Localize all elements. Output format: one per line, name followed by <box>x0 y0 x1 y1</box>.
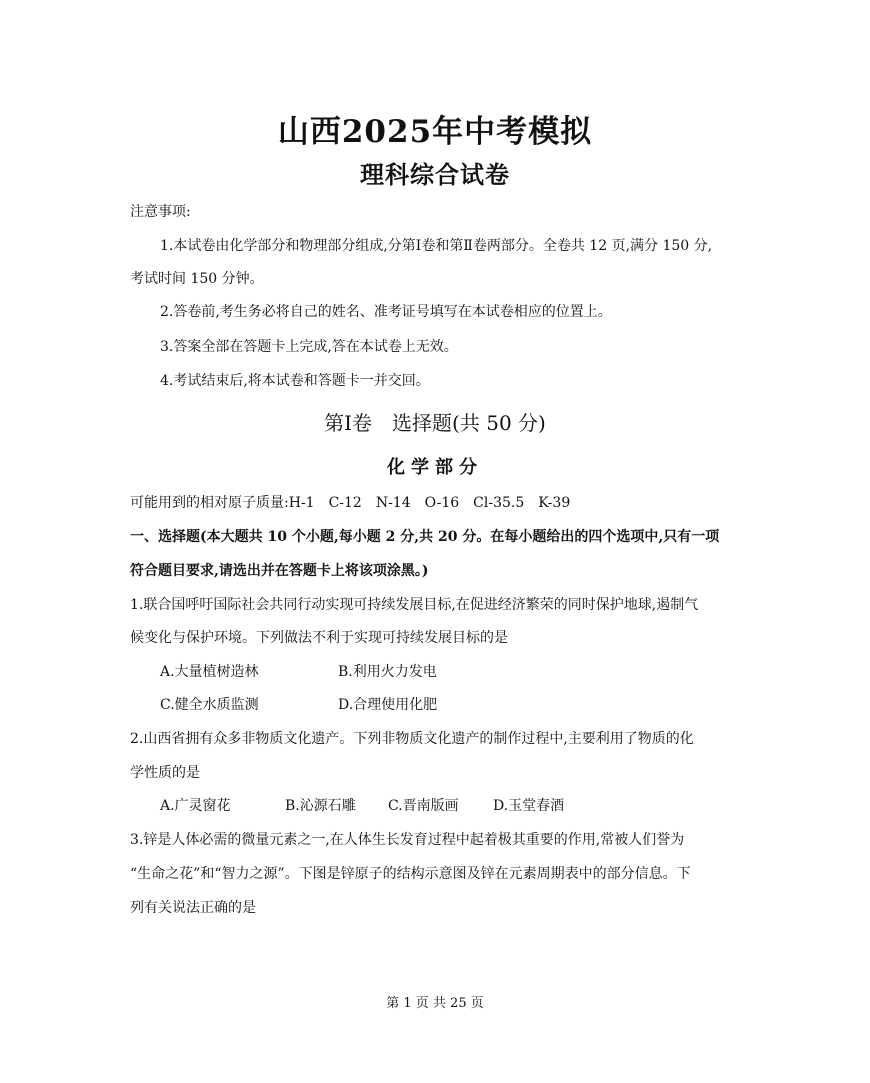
question-3-line-1: 3.锌是人体必需的微量元素之一,在人体生长发育过程中起着极其重要的作用,常被人们誉为 <box>130 832 685 848</box>
question-2-line-1: 2.山西省拥有众多非物质文化遗产。下列非物质文化遗产的制作过程中,主要利用了物质的化 <box>130 731 694 747</box>
question-3-line-3: 列有关说法正确的是 <box>130 900 256 916</box>
question-1-option-a: A.大量植树造林 <box>160 664 259 680</box>
instructions-line-1: 一、选择题(本大题共 10 个小题,每小题 2 分,共 20 分。在每小题给出的四个选项中,只有一项 <box>130 529 720 545</box>
notice-item-3: 3.答案全部在答题卡上完成,答在本试卷上无效。 <box>160 339 458 355</box>
notice-heading: 注意事项: <box>130 204 191 220</box>
notice-item-1-line-1: 1.本试卷由化学部分和物理部分组成,分第Ⅰ卷和第Ⅱ卷两部分。全卷共 12 页,满分 150 分, <box>160 238 713 254</box>
notice-item-4: 4.考试结束后,将本试卷和答题卡一并交回。 <box>160 373 430 389</box>
question-2-option-d: D.玉堂春酒 <box>493 798 565 814</box>
question-1-line-1: 1.联合国呼吁国际社会共同行动实现可持续发展目标,在促进经济繁荣的同时保护地球,遏制气 <box>130 597 699 613</box>
instructions-line-2: 符合题目要求,请选出并在答题卡上将该项涂黑。) <box>130 563 429 579</box>
question-1-option-b: B.利用火力发电 <box>338 664 437 680</box>
page-number: 第 1 页 共 25 页 <box>386 996 484 1011</box>
notice-item-1-line-2: 考试时间 150 分钟。 <box>130 271 264 287</box>
part-1-title: 第Ⅰ卷 选择题(共 50 分) <box>324 411 546 435</box>
question-1-line-2: 候变化与保护环境。下列做法不利于实现可持续发展目标的是 <box>130 630 508 646</box>
notice-item-2: 2.答卷前,考生务必将自己的姓名、准考证号填写在本试卷相应的位置上。 <box>160 304 612 320</box>
question-2-line-2: 学性质的是 <box>130 765 200 781</box>
question-2-option-b: B.沁源石雕 <box>285 798 356 814</box>
question-3-line-2: “生命之花”和“智力之源”。下图是锌原子的结构示意图及锌在元素周期表中的部分信息。下 <box>130 866 691 882</box>
question-1-option-c: C.健全水质监测 <box>160 697 259 713</box>
question-2-option-a: A.广灵窗花 <box>160 798 231 814</box>
exam-subtitle: 理科综合试卷 <box>360 160 510 189</box>
exam-title: 山西2025年中考模拟 <box>277 114 593 150</box>
question-2-option-c: C.晋南版画 <box>388 798 459 814</box>
question-1-option-d: D.合理使用化肥 <box>338 697 438 713</box>
chemistry-section-title: 化学部分 <box>387 457 483 478</box>
atomic-masses: 可能用到的相对原子质量:H-1 C-12 N-14 O-16 Cl-35.5 K-39 <box>130 495 571 511</box>
